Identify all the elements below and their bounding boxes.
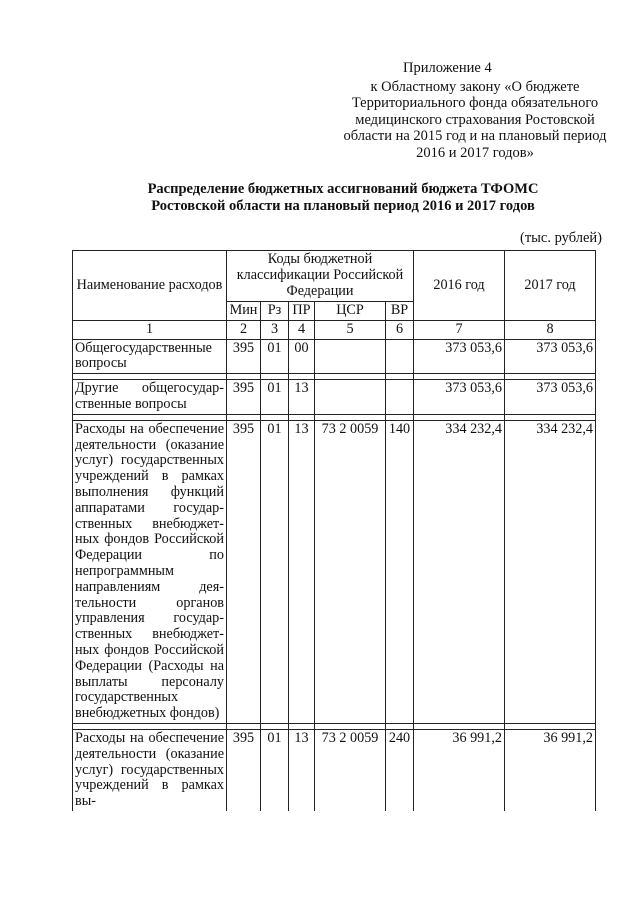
row-rz: 01 bbox=[261, 339, 289, 374]
column-number: 3 bbox=[261, 320, 289, 339]
header-2017: 2017 год bbox=[505, 251, 596, 321]
column-number: 6 bbox=[386, 320, 414, 339]
row-name: Общегосударственные вопросы bbox=[73, 339, 227, 374]
table-row bbox=[73, 380, 596, 415]
row-2016: 373 053,6 bbox=[414, 339, 505, 374]
units-label: (тыс. рублей) bbox=[520, 230, 602, 246]
row-2016: 36 991,2 bbox=[414, 729, 505, 810]
document-title-line: Ростовской области на плановый период 2016 и 2017 годов bbox=[151, 198, 535, 214]
column-number: 2 bbox=[227, 320, 261, 339]
row-rz: 01 bbox=[261, 380, 289, 415]
column-number: 5 bbox=[315, 320, 386, 339]
document-title bbox=[80, 181, 606, 215]
row-rz: 01 bbox=[261, 729, 289, 810]
row-min: 395 bbox=[227, 380, 261, 415]
column-number: 1 bbox=[73, 320, 227, 339]
row-vr: 240 bbox=[386, 729, 414, 810]
column-number: 8 bbox=[505, 320, 596, 339]
document-title-line: Распределение бюджетных ассигнований бюджета ТФОМС bbox=[147, 181, 539, 197]
row-csr bbox=[315, 339, 386, 374]
appendix-line: медицинского страхования Ростовской bbox=[355, 111, 595, 128]
row-vr: 140 bbox=[386, 420, 414, 723]
appendix-title: Приложение 4 bbox=[403, 60, 492, 76]
row-pr: 13 bbox=[289, 420, 315, 723]
row-min: 395 bbox=[227, 339, 261, 374]
header-2016: 2016 год bbox=[414, 251, 505, 321]
table-header-row bbox=[73, 251, 596, 302]
row-2017: 36 991,2 bbox=[505, 729, 596, 810]
table-row bbox=[73, 339, 596, 374]
row-pr: 13 bbox=[289, 380, 315, 415]
appendix-line: 2016 и 2017 годов» bbox=[416, 144, 534, 161]
row-csr: 73 2 0059 bbox=[315, 420, 386, 723]
header-name: Наименование расходов bbox=[73, 251, 227, 321]
row-pr: 00 bbox=[289, 339, 315, 374]
row-csr: 73 2 0059 bbox=[315, 729, 386, 810]
header-vr: ВР bbox=[386, 302, 414, 321]
header-csr: ЦСР bbox=[315, 302, 386, 321]
budget-table bbox=[72, 250, 596, 811]
row-2017: 334 232,4 bbox=[505, 420, 596, 723]
appendix-line: Территориального фонда обязательного bbox=[351, 95, 599, 111]
row-csr bbox=[315, 380, 386, 415]
row-vr bbox=[386, 339, 414, 374]
row-2016: 373 053,6 bbox=[414, 380, 505, 415]
table-row bbox=[73, 729, 596, 810]
row-name: Расходы на обеспечение деятельности (оказание услуг) государственных учреждений в рамках выполнения функций аппаратами государственных внебюджетных фондов Российской Федерации по непрограммным направлениям деятельности органов управления государственных внебюджетных фондов Российской Федерации (Расходы на выплаты персоналу государственных внебюджетных фондов) bbox=[73, 420, 227, 723]
appendix-line: к Областному закону «О бюджете bbox=[370, 78, 580, 95]
header-min: Мин bbox=[227, 302, 261, 321]
column-number: 4 bbox=[289, 320, 315, 339]
row-min: 395 bbox=[227, 729, 261, 810]
row-rz: 01 bbox=[261, 420, 289, 723]
row-vr bbox=[386, 380, 414, 415]
header-codes-group: Коды бюджетной классификации Российской Федерации bbox=[227, 251, 414, 302]
table-row bbox=[73, 420, 596, 723]
row-min: 395 bbox=[227, 420, 261, 723]
header-pr: ПР bbox=[289, 302, 315, 321]
appendix-block bbox=[325, 60, 625, 161]
row-name: Расходы на обеспечение деятельности (оказание услуг) государственных учреждений в рамках вы- bbox=[73, 729, 227, 810]
appendix-line: области на 2015 год и на плановый период bbox=[343, 128, 607, 144]
row-2017: 373 053,6 bbox=[505, 339, 596, 374]
row-name: Другие общегосударственные вопросы bbox=[73, 380, 227, 415]
header-rz: Рз bbox=[261, 302, 289, 321]
column-number: 7 bbox=[414, 320, 505, 339]
row-pr: 13 bbox=[289, 729, 315, 810]
row-2017: 373 053,6 bbox=[505, 380, 596, 415]
row-2016: 334 232,4 bbox=[414, 420, 505, 723]
column-number-row bbox=[73, 320, 596, 339]
